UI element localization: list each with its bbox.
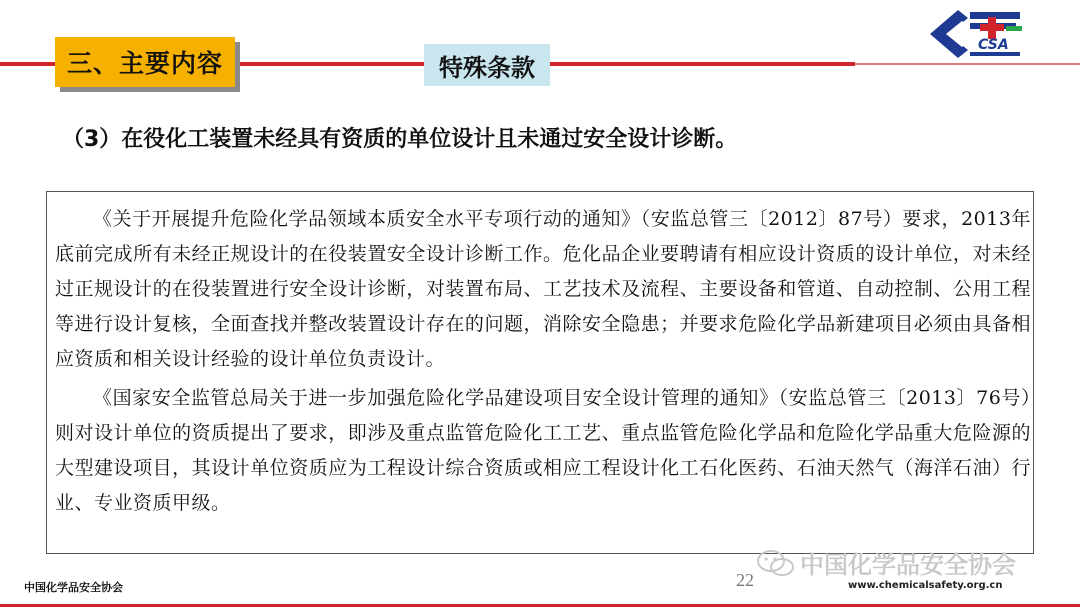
- section-title-badge: 三、主要内容: [55, 37, 235, 87]
- footer-org-name: 中国化学品安全协会: [24, 581, 123, 594]
- content-box: [46, 191, 1034, 554]
- footer-url: www.chemicalsafety.org.cn: [848, 580, 1003, 591]
- csa-logo: [918, 4, 1028, 64]
- csa-logo-icon: [918, 4, 1028, 64]
- wechat-icon: [756, 548, 796, 578]
- watermark: [756, 545, 1016, 580]
- content-paragraph-2: 《国家安全监管总局关于进一步加强危险化学品建设项目安全设计管理的通知》（安监总管三〔2013〕76号）则对设计单位的资质提出了要求，即涉及重点监管危险化工工艺、重点监管危险化学品和危险化学品重大危险源的大型建设项目，其设计单位资质应为工程设计综合资质或相应工程设计化工石化医药、石油天然气（海洋石油）行业、专业资质甲级。: [55, 387, 1031, 514]
- page-number: 22: [736, 570, 754, 590]
- slide-heading: （3）在役化工装置未经具有资质的单位设计且未通过安全设计诊断。: [62, 127, 738, 152]
- logo-text: CSA: [978, 37, 1009, 53]
- subsection-title-badge: 特殊条款: [424, 44, 550, 86]
- footer-red-line: [0, 604, 1080, 607]
- content-paragraph-1: 《关于开展提升危险化学品领域本质安全水平专项行动的通知》（安监总管三〔2012〕87号）要求，2013年底前完成所有未经正规设计的在役装置安全设计诊断工作。危化品企业要聘请有相应设计资质的设计单位，对未经过正规设计的在役装置进行安全设计诊断，对装置布局、工艺技术及流程、主要设备和管道、自动控制、公用工程等进行设计复核，全面查找并整改装置设计存在的问题，消除安全隐患；并要求危险化学品新建项目必须由具备相应资质和相关设计经验的设计单位负责设计。: [55, 208, 1031, 370]
- watermark-text: 中国化学品安全协会: [800, 551, 1016, 579]
